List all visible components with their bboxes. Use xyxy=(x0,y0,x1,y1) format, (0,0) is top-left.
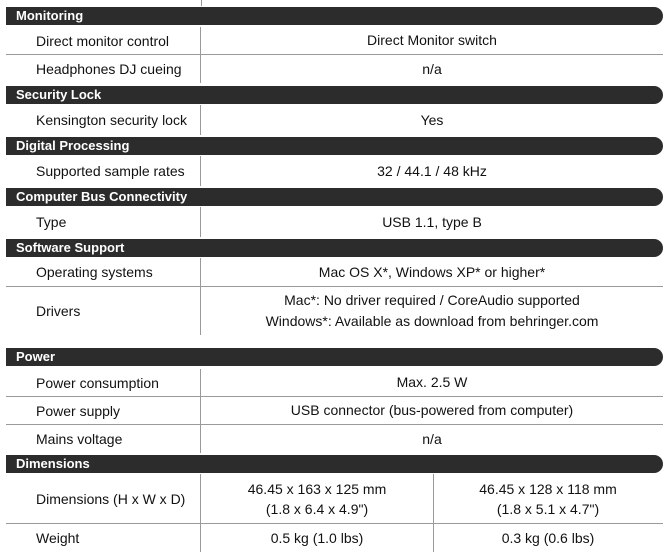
table-row xyxy=(6,524,663,552)
table-row xyxy=(6,258,663,287)
value-line: Windows*: Available as download from behringer.com xyxy=(265,313,599,329)
section-header-power: Power xyxy=(6,348,663,366)
row-label: Kensington security lock xyxy=(6,105,201,135)
row-value-right xyxy=(433,474,663,523)
value-line: Mac*: No driver required / CoreAudio supported xyxy=(284,292,580,308)
section-header-digital-processing: Digital Processing xyxy=(6,137,663,155)
row-value-right: 0.3 kg (0.6 lbs) xyxy=(501,530,595,546)
value-line: 46.45 x 163 x 125 mm xyxy=(247,480,387,497)
row-label: Type xyxy=(6,207,201,237)
row-label: Operating systems xyxy=(6,258,201,286)
table-row xyxy=(6,287,663,335)
value-line: (1.8 x 5.1 x 4.7") xyxy=(496,500,600,517)
row-value-left: 0.5 kg (1.0 lbs) xyxy=(201,524,434,552)
table-row xyxy=(6,369,663,397)
row-label: Power consumption xyxy=(6,369,201,396)
row-value: Max. 2.5 W xyxy=(396,374,468,390)
row-value: USB 1.1, type B xyxy=(382,213,482,230)
table-row xyxy=(6,105,663,135)
column-divider-stub xyxy=(201,0,202,6)
table-row xyxy=(6,397,663,425)
row-value: 32 / 44.1 / 48 kHz xyxy=(377,162,487,179)
row-label: Weight xyxy=(6,524,201,552)
table-row xyxy=(6,156,663,186)
value-line: (1.8 x 6.4 x 4.9") xyxy=(265,500,369,517)
section-header-monitoring: Monitoring xyxy=(6,7,663,25)
table-row xyxy=(6,474,663,524)
row-label: Power supply xyxy=(6,397,201,424)
row-value: Mac OS X*, Windows XP* or higher* xyxy=(318,263,546,280)
row-value: Direct Monitor switch xyxy=(367,32,497,48)
row-label: Headphones DJ cueing xyxy=(6,55,201,83)
row-value-left xyxy=(201,474,434,523)
table-row xyxy=(6,55,663,83)
row-label: Drivers xyxy=(6,287,201,335)
row-label: Dimensions (H x W x D) xyxy=(6,474,201,523)
section-header-dimensions: Dimensions xyxy=(6,455,663,473)
table-row xyxy=(6,27,663,55)
row-value: Yes xyxy=(420,111,444,128)
section-header-software-support: Software Support xyxy=(6,239,663,257)
row-value: n/a xyxy=(422,60,442,77)
table-row xyxy=(6,207,663,237)
row-value: n/a xyxy=(422,430,442,447)
row-label: Direct monitor control xyxy=(6,27,201,54)
row-label: Supported sample rates xyxy=(6,156,201,186)
section-header-security-lock: Security Lock xyxy=(6,86,663,104)
value-line: 46.45 x 128 x 118 mm xyxy=(479,480,617,497)
table-row xyxy=(6,425,663,453)
row-value: USB connector (bus-powered from computer) xyxy=(290,402,574,418)
row-label: Mains voltage xyxy=(6,425,201,453)
row-value xyxy=(201,287,663,335)
section-header-computer-bus: Computer Bus Connectivity xyxy=(6,188,663,206)
